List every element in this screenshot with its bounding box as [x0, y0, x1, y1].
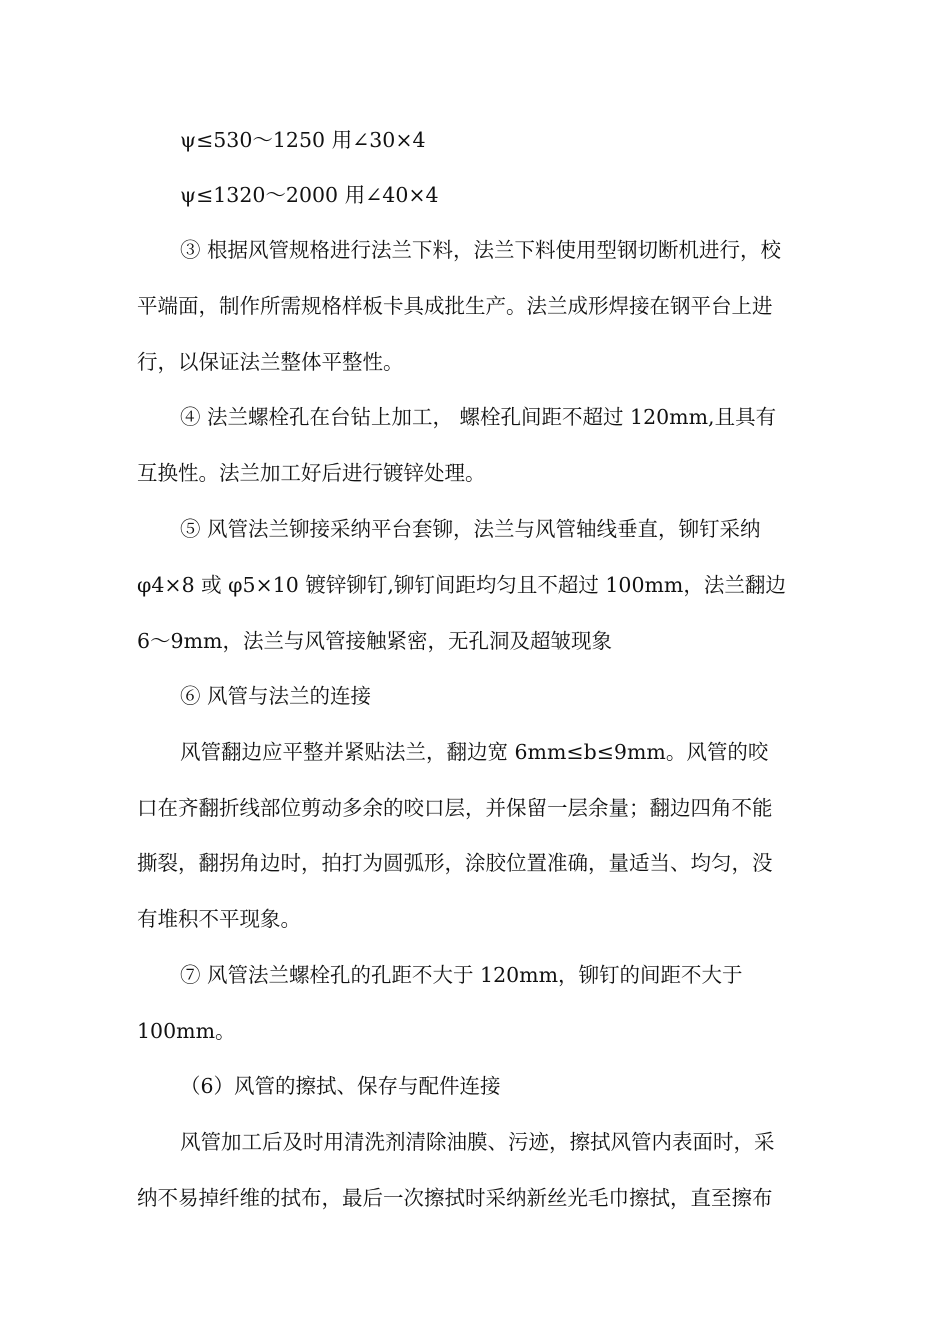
- text-line-2: ψ≤1320～2000 用∠40×4: [180, 183, 439, 207]
- text-line-12: 风管翻边应平整并紧贴法兰，翻边宽 6mm≤b≤9mm。风管的咬: [180, 740, 769, 764]
- text-line-10: 6～9mm，法兰与风管接触紧密，无孔洞及超皱现象: [137, 629, 612, 653]
- text-line-9: φ4×8 或 φ5×10 镀锌铆钉,铆钉间距均匀且不超过 100mm，法兰翻边: [137, 573, 786, 597]
- text-line-13: 口在齐翻折线部位剪动多余的咬口层，并保留一层余量；翻边四角不能: [137, 796, 773, 820]
- text-line-20: 纳不易掉纤维的拭布，最后一次擦拭时采纳新丝光毛巾擦拭，直至擦布: [137, 1186, 773, 1210]
- text-line-6: ④ 法兰螺栓孔在台钻上加工， 螺栓孔间距不超过 120mm,且具有: [180, 405, 777, 429]
- text-line-5: 行，以保证法兰整体平整性。: [137, 350, 404, 374]
- text-line-8: ⑤ 风管法兰铆接采纳平台套铆，法兰与风管轴线垂直，铆钉采纳: [180, 517, 761, 541]
- text-line-17: 100mm。: [137, 1019, 236, 1043]
- text-line-11: ⑥ 风管与法兰的连接: [180, 684, 372, 708]
- section-heading-6: （6）风管的擦拭、保存与配件连接: [180, 1074, 501, 1098]
- text-line-1: ψ≤530～1250 用∠30×4: [180, 128, 426, 152]
- text-line-19: 风管加工后及时用清洗剂清除油膜、污迹，擦拭风管内表面时，采: [180, 1130, 775, 1154]
- text-line-16: ⑦ 风管法兰螺栓孔的孔距不大于 120mm，铆钉的间距不大于: [180, 963, 743, 987]
- text-line-7: 互换性。法兰加工好后进行镀锌处理。: [137, 461, 486, 485]
- text-line-4: 平端面，制作所需规格样板卡具成批生产。法兰成形焊接在钢平台上进: [137, 294, 773, 318]
- text-line-3: ③ 根据风管规格进行法兰下料，法兰下料使用型钢切断机进行，校: [180, 238, 782, 262]
- text-line-15: 有堆积不平现象。: [137, 907, 301, 931]
- text-line-14: 撕裂，翻拐角边时，拍打为圆弧形，涂胶位置准确，量适当、均匀，没: [137, 851, 773, 875]
